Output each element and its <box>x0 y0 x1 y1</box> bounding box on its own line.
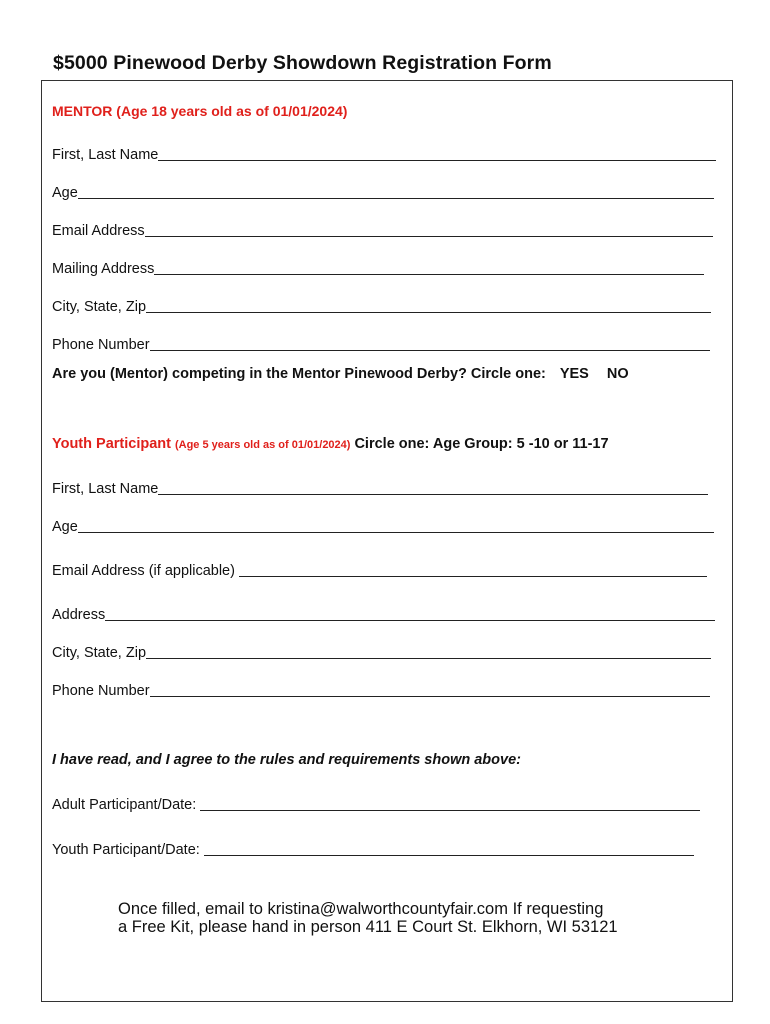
mentor-mailing-address-field[interactable] <box>52 261 704 277</box>
blank-line[interactable] <box>150 683 710 697</box>
field-label: Phone Number <box>52 683 150 699</box>
yes-option[interactable]: YES <box>559 366 589 382</box>
mentor-competing-question <box>52 366 629 382</box>
blank-line[interactable] <box>146 645 711 659</box>
youth-city-state-zip-field[interactable] <box>52 645 711 661</box>
agreement-statement: I have read, and I agree to the rules and requirements shown above: <box>52 752 521 768</box>
question-text: Are you (Mentor) competing in the Mentor Pinewood Derby? Circle one: <box>52 366 546 382</box>
youth-signature-field[interactable] <box>52 842 694 858</box>
youth-phone-field[interactable] <box>52 683 710 699</box>
field-label: Adult Participant/Date: <box>52 797 201 813</box>
blank-line[interactable] <box>145 223 713 237</box>
mentor-email-field[interactable] <box>52 223 713 239</box>
no-option[interactable]: NO <box>606 366 629 382</box>
age-group-circle: Circle one: Age Group: 5 -10 or 11-17 <box>354 436 609 452</box>
blank-line[interactable] <box>105 607 715 621</box>
mentor-age-field[interactable] <box>52 185 714 201</box>
blank-line[interactable] <box>78 519 714 533</box>
field-label: First, Last Name <box>52 481 159 497</box>
note-line-1: Once filled, email to kristina@walworthcountyfair.com If requesting <box>118 900 604 918</box>
youth-heading-row <box>52 436 609 452</box>
blank-line[interactable] <box>146 299 711 313</box>
blank-line[interactable] <box>154 261 704 275</box>
youth-address-field[interactable] <box>52 607 715 623</box>
youth-age-field[interactable] <box>52 519 714 535</box>
youth-name-field[interactable] <box>52 481 708 497</box>
blank-line[interactable] <box>239 563 707 577</box>
mentor-city-state-zip-field[interactable] <box>52 299 711 315</box>
mentor-name-field[interactable] <box>52 147 716 163</box>
field-label: Youth Participant/Date: <box>52 842 204 858</box>
blank-line[interactable] <box>158 481 708 495</box>
note-line-2: a Free Kit, please hand in person 411 E Court St. Elkhorn, WI 53121 <box>118 918 618 936</box>
submission-note <box>118 900 618 936</box>
form-title: $5000 Pinewood Derby Showdown Registration Form <box>53 52 552 74</box>
adult-signature-field[interactable] <box>52 797 700 813</box>
blank-line[interactable] <box>78 185 714 199</box>
field-label: Age <box>52 519 78 535</box>
field-label: Age <box>52 185 78 201</box>
field-label: First, Last Name <box>52 147 159 163</box>
field-label: City, State, Zip <box>52 645 147 661</box>
blank-line[interactable] <box>158 147 716 161</box>
field-label: Phone Number <box>52 337 150 353</box>
field-label: Email Address <box>52 223 145 239</box>
youth-heading: Youth Participant <box>52 436 171 452</box>
mentor-phone-field[interactable] <box>52 337 710 353</box>
youth-age-note: (Age 5 years old as of 01/01/2024) <box>174 439 351 451</box>
blank-line[interactable] <box>200 797 700 811</box>
field-label: Email Address (if applicable) <box>52 563 239 579</box>
form-border <box>41 80 733 1002</box>
field-label: Mailing Address <box>52 261 155 277</box>
youth-email-field[interactable] <box>52 563 707 579</box>
mentor-heading: MENTOR (Age 18 years old as of 01/01/2024) <box>52 103 348 119</box>
blank-line[interactable] <box>150 337 710 351</box>
field-label: Address <box>52 607 106 623</box>
field-label: City, State, Zip <box>52 299 147 315</box>
blank-line[interactable] <box>204 842 694 856</box>
